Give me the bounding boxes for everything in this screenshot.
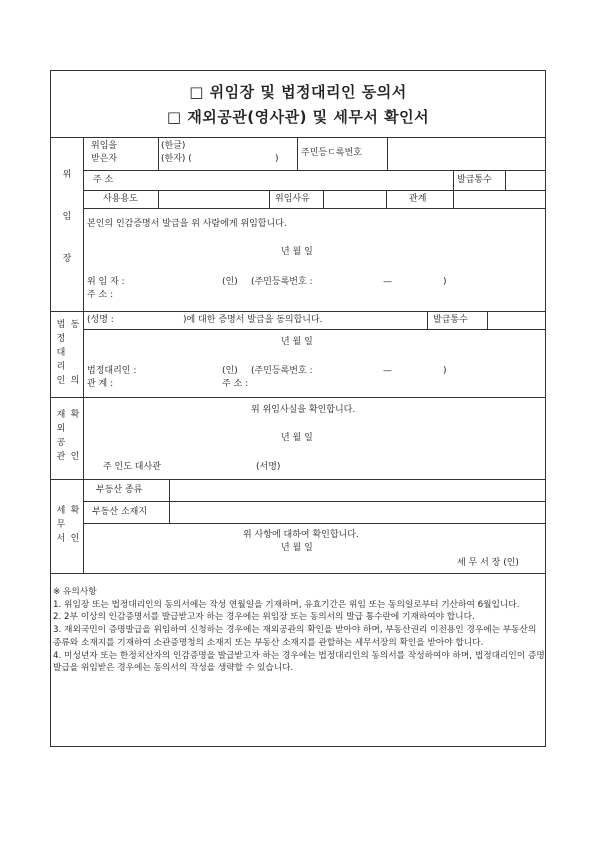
tax-date: 년 월 일 xyxy=(281,543,313,553)
consulate-side-char-3: 공 xyxy=(56,438,66,448)
poa-side-char-3: 장 xyxy=(62,254,72,264)
agent-seal: (인) xyxy=(222,366,238,376)
consent-copies-label: 발급통수 xyxy=(433,315,468,325)
divider xyxy=(83,137,84,573)
consent-side-char-4: 리 xyxy=(56,362,66,372)
consent-side-char-7: 의 xyxy=(70,376,80,386)
delegator-close-paren: ) xyxy=(443,277,447,287)
divider xyxy=(297,137,298,170)
consulate-date: 년 월 일 xyxy=(281,433,313,443)
reason-field[interactable] xyxy=(324,191,385,207)
notes-heading: ※ 유의사항 xyxy=(53,587,97,597)
name-hanja-field[interactable]: (한자) ( xyxy=(161,154,192,164)
consent-side-char-1: 법 xyxy=(56,320,66,330)
reason-label: 위임사유 xyxy=(275,194,310,204)
tax-statement: 위 사항에 대하여 확인합니다. xyxy=(243,530,359,540)
divider xyxy=(269,190,270,208)
resident-number-label: 주민등ㄷ록번호 xyxy=(301,148,362,158)
relation-field[interactable] xyxy=(454,191,544,207)
property-location-label: 부동산 소재지 xyxy=(92,507,148,517)
delegator-seal: (인) xyxy=(222,277,238,287)
tax-side-char-2: 무 xyxy=(56,520,66,530)
consulate-side-char-4: 관 xyxy=(56,452,66,462)
property-type-field[interactable] xyxy=(170,480,544,500)
recipient-label-2: 받은자 xyxy=(91,154,118,164)
consent-side-char-3: 대 xyxy=(56,348,66,358)
tax-side-char-1: 세 xyxy=(56,506,66,516)
resident-number-field[interactable] xyxy=(388,138,544,169)
consent-date: 년 월 일 xyxy=(281,337,313,347)
divider xyxy=(427,311,428,329)
consent-copies-field[interactable] xyxy=(488,312,544,328)
consent-statement-prefix: (성명 : xyxy=(87,315,114,325)
note-item-4: 4. 미성년자 또는 한정치산자의 인감증명을 발급받고자 하는 경우에는 법정대리인의 동의서를 작성하여야 하며, 법정대리인이 증명발급을 위임받은 경우에는 동의서의 작성을 생략할 수 있습니다. xyxy=(53,650,545,674)
relation-label: 관계 xyxy=(409,194,427,204)
consent-side-char-5: 인 xyxy=(56,376,66,386)
agent-close-paren: ) xyxy=(443,366,447,376)
poa-statement: 본인의 인감증명서 발급을 위 사람에게 위임합니다. xyxy=(87,219,287,229)
agent-relation-label: 관 계 : xyxy=(87,379,114,389)
divider xyxy=(83,523,545,524)
note-item-2: 2. 2부 이상의 인감증명서를 발급받고자 하는 경우에는 위임장 또는 동의서의 발급 통수란에 기재하여야 합니다. xyxy=(53,612,475,623)
copies-field[interactable] xyxy=(506,171,544,189)
agent-address-label: 주 소 : xyxy=(222,379,249,389)
consulate-side-char-1: 재 xyxy=(56,410,66,420)
consulate-official: 주 인도 대사관 xyxy=(103,462,161,472)
usage-field[interactable] xyxy=(159,191,268,207)
note-item-3: 3. 재외국민이 증명발급을 위임하여 신청하는 경우에는 재외공관의 확인을 받아야 하며, 부동산권리 이전용인 경우에는 부동산의 종류와 소재지를 기재하여 소관증명청의 소재지 또는 부동산 소재지를 관할하는 세무서장의 확인을 받아야 합니다. xyxy=(53,625,537,648)
name-korean-field[interactable]: (한글) xyxy=(161,141,186,151)
address-field[interactable] xyxy=(159,171,452,189)
consulate-signature: (서명) xyxy=(256,462,281,472)
agent-dash: — xyxy=(383,366,392,376)
note-item-1: 1. 위임장 또는 법정대리인의 동의서에는 작성 연월일을 기재하며, 유효기간은 위임 또는 동의일로부터 기산하여 6월입니다. xyxy=(53,599,520,610)
delegator-dash: — xyxy=(383,277,392,287)
copies-label: 발급통수 xyxy=(457,175,492,185)
poa-side-char-1: 위 xyxy=(62,170,72,180)
consent-statement-suffix: )에 대한 증명서 발급을 동의합니다. xyxy=(183,315,323,325)
consent-name-field[interactable] xyxy=(129,312,181,328)
divider xyxy=(83,329,545,330)
address-label: 주 소 xyxy=(93,175,114,185)
consulate-side-char-2: 외 xyxy=(56,424,66,434)
consulate-statement: 위 위임사실을 확인합니다. xyxy=(251,405,356,415)
name-hanja-close: ) xyxy=(275,154,279,164)
property-type-label: 부동산 종류 xyxy=(96,485,143,495)
divider xyxy=(386,190,387,208)
poa-date: 년 월 일 xyxy=(281,247,313,257)
notes-section xyxy=(53,574,545,675)
divider xyxy=(83,208,545,209)
poa-side-char-2: 임 xyxy=(62,212,72,222)
divider xyxy=(158,137,159,170)
recipient-label-1: 위임을 xyxy=(91,141,118,151)
tax-side-char-3: 서 xyxy=(56,534,66,544)
delegator-address-label: 주 소 : xyxy=(87,290,114,300)
tax-side-char-5: 인 xyxy=(70,534,80,544)
property-location-field[interactable] xyxy=(170,502,544,522)
agent-resident-number-label: (주민등록번호 : xyxy=(251,366,313,376)
tax-office-head: 세 무 서 장 (인) xyxy=(457,558,519,568)
consent-side-char-6: 동 xyxy=(70,320,80,330)
agent-label: 법정대리인 : xyxy=(87,366,137,376)
consent-side-char-2: 정 xyxy=(56,334,66,344)
form-title-line2: □ 재외공관(영사관) 및 세무서 확인서 xyxy=(166,108,430,126)
tax-side-char-4: 확 xyxy=(70,506,80,516)
divider xyxy=(51,311,545,312)
divider xyxy=(51,397,545,398)
delegator-label: 위 임 자 : xyxy=(87,277,125,287)
delegator-resident-number-label: (주민등록번호 : xyxy=(251,277,313,287)
consulate-side-char-6: 인 xyxy=(70,452,80,462)
usage-label: 사용용도 xyxy=(103,194,138,204)
delegation-form xyxy=(50,70,546,747)
divider xyxy=(453,170,454,190)
form-title-line1: □ 위임장 및 법정대리인 동의서 xyxy=(189,83,407,101)
consulate-side-char-5: 확 xyxy=(70,410,80,420)
